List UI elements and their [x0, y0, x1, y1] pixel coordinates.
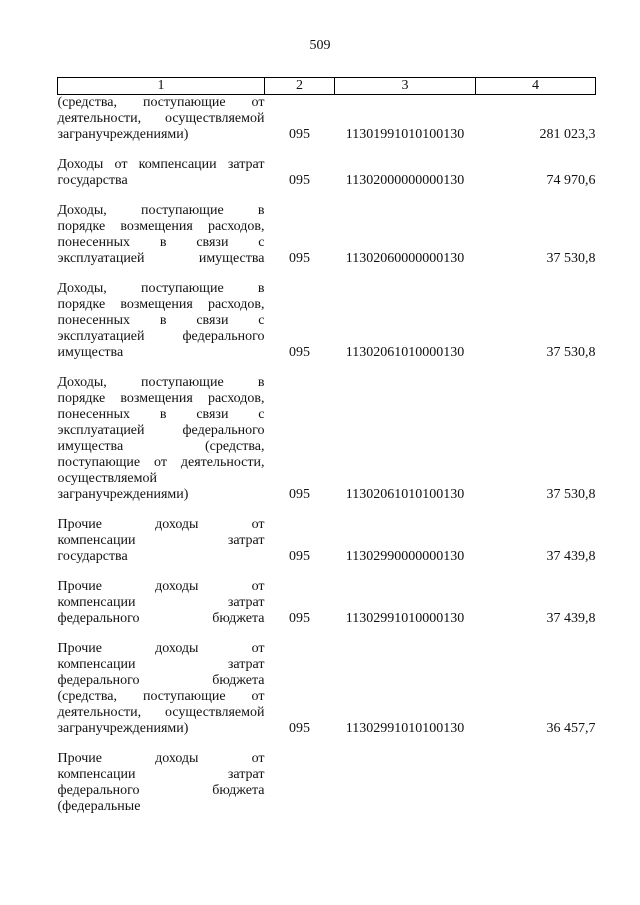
admin-code: 095: [289, 345, 310, 360]
description-line: компенсации затрат: [57, 595, 265, 610]
budget-income-table: [57, 77, 596, 815]
admin-code: 095: [289, 487, 310, 502]
description-line: (средства, поступающие от: [57, 95, 265, 110]
admin-code: 095: [289, 127, 310, 142]
admin-code: 095: [289, 549, 310, 564]
description-line: Прочие доходы от: [57, 641, 265, 656]
admin-code: [265, 751, 335, 815]
description-line: государства: [57, 173, 128, 188]
admin-code: 095: [289, 721, 310, 736]
amount: 37 530,8: [546, 251, 596, 266]
amount: 37 439,8: [546, 611, 596, 626]
description-line: загранучреждениями): [57, 487, 189, 502]
amount: 74 970,6: [546, 173, 596, 188]
column-header-1: 1: [58, 78, 265, 95]
budget-class-code: 11302061010100130: [345, 487, 465, 502]
table-row: [58, 751, 596, 815]
description-line: осуществляемой: [57, 471, 157, 486]
table-row: [58, 157, 596, 189]
row-spacer: [58, 189, 596, 203]
description-line: понесенных в связи с: [57, 235, 265, 250]
column-header-3: 3: [335, 78, 476, 95]
row-spacer: [58, 267, 596, 281]
income-description: [58, 517, 265, 565]
income-description: [58, 641, 265, 737]
income-description: [58, 375, 265, 503]
description-line: поступающие от деятельности,: [57, 455, 265, 470]
description-line: компенсации затрат: [57, 533, 265, 548]
description-line: понесенных в связи с: [57, 407, 265, 422]
admin-code: 095: [289, 611, 310, 626]
description-line: Прочие доходы от: [57, 579, 265, 594]
table-header-row: [58, 78, 596, 95]
description-line: (федеральные: [57, 799, 141, 814]
description-line: порядке возмещения расходов,: [57, 297, 265, 312]
description-line: деятельности, осуществляемой: [57, 705, 265, 720]
description-line: деятельности, осуществляемой: [57, 111, 265, 126]
budget-class-code: 11301991010100130: [345, 127, 465, 142]
budget-class-code: 11302060000000130: [345, 251, 465, 266]
budget-class-code: 11302991010000130: [345, 611, 465, 626]
description-line: компенсации затрат: [57, 657, 265, 672]
budget-class-code: [335, 751, 476, 815]
income-description: [58, 751, 265, 815]
column-header-4: 4: [476, 78, 596, 95]
description-line: федерального бюджета: [57, 783, 265, 798]
description-line: Доходы, поступающие в: [57, 281, 265, 296]
amount: 37 530,8: [546, 345, 596, 360]
description-line: эксплуатацией имущества: [57, 251, 265, 266]
row-spacer: [58, 143, 596, 157]
description-line: Прочие доходы от: [57, 751, 265, 766]
description-line: порядке возмещения расходов,: [57, 219, 265, 234]
amount: 37 530,8: [546, 487, 596, 502]
income-description: [58, 203, 265, 267]
description-line: Прочие доходы от: [57, 517, 265, 532]
page-number: 509: [309, 38, 331, 53]
description-line: порядке возмещения расходов,: [57, 391, 265, 406]
table-row: [58, 641, 596, 737]
description-line: компенсации затрат: [57, 767, 265, 782]
admin-code: 095: [289, 251, 310, 266]
income-description: [58, 95, 265, 144]
row-spacer: [58, 361, 596, 375]
table-row: [58, 203, 596, 267]
budget-class-code: 11302000000000130: [345, 173, 465, 188]
description-line: понесенных в связи с: [57, 313, 265, 328]
description-line: (средства, поступающие от: [57, 689, 265, 704]
admin-code: 095: [289, 173, 310, 188]
row-spacer: [58, 503, 596, 517]
description-line: эксплуатацией федерального: [57, 329, 265, 344]
description-line: загранучреждениями): [57, 127, 189, 142]
description-line: имущества: [57, 345, 124, 360]
column-header-2: 2: [265, 78, 335, 95]
description-line: федерального бюджета: [57, 673, 265, 688]
amount: 36 457,7: [546, 721, 596, 736]
budget-class-code: 11302991010100130: [345, 721, 465, 736]
row-spacer: [58, 737, 596, 751]
table-row: [58, 95, 596, 144]
description-line: Доходы, поступающие в: [57, 203, 265, 218]
amount: 37 439,8: [546, 549, 596, 564]
income-description: [58, 157, 265, 189]
table-row: [58, 375, 596, 503]
description-line: Доходы, поступающие в: [57, 375, 265, 390]
table-row: [58, 281, 596, 361]
budget-class-code: 11302990000000130: [345, 549, 465, 564]
description-line: федерального бюджета: [57, 611, 265, 626]
income-description: [58, 281, 265, 361]
table-row: [58, 579, 596, 627]
description-line: имущества (средства,: [57, 439, 265, 454]
description-line: государства: [57, 549, 128, 564]
table-body: [58, 95, 596, 816]
description-line: эксплуатацией федерального: [57, 423, 265, 438]
income-description: [58, 579, 265, 627]
amount: 281 023,3: [539, 127, 596, 142]
description-line: Доходы от компенсации затрат: [57, 157, 265, 172]
description-line: загранучреждениями): [57, 721, 189, 736]
table-row: [58, 517, 596, 565]
budget-class-code: 11302061010000130: [345, 345, 465, 360]
amount: [476, 751, 596, 815]
row-spacer: [58, 565, 596, 579]
row-spacer: [58, 627, 596, 641]
